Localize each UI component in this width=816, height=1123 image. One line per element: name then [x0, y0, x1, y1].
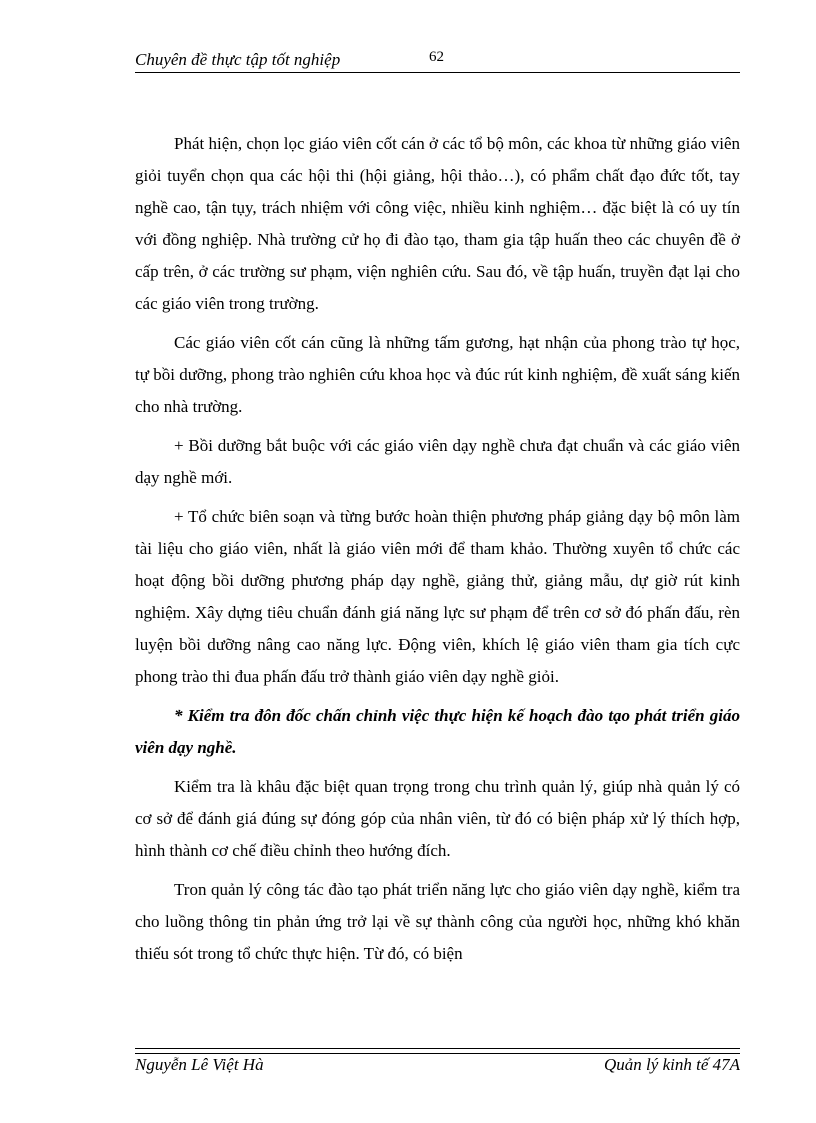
footer-author: Nguyễn Lê Việt Hà — [135, 1055, 264, 1074]
footer-class: Quản lý kinh tế 47A — [604, 1055, 740, 1074]
paragraph: Phát hiện, chọn lọc giáo viên cốt cán ở các tổ bộ môn, các khoa từ những giáo viên giỏi tuyển chọn qua các hội thi (hội giảng, hội thảo…), có phẩm chất đạo đức tốt, tay nghề cao, tận tụy, trách nhiệm với công việc, nhiều kinh nghiệm… đặc biệt là có uy tín với đồng nghiệp. Nhà trường cử họ đi đào tạo, tham gia tập huấn theo các chuyên đề ở cấp trên, ở các trường sư phạm, viện nghiên cứu. Sau đó, về tập huấn, truyền đạt lại cho các giáo viên trong trường. — [135, 134, 740, 313]
footer-divider — [135, 1048, 740, 1054]
paragraph: Tron quản lý công tác đào tạo phát triển năng lực cho giáo viên dạy nghề, kiểm tra cho luồng thông tin phản ứng trở lại về sự thành công của người học, những khó khăn thiếu sót trong tổ chức thực hiện. Từ đó, có biện — [135, 880, 740, 963]
page-number: 62 — [429, 49, 444, 65]
paragraph: + Bồi dưỡng bắt buộc với các giáo viên dạy nghề chưa đạt chuẩn và các giáo viên dạy nghề mới. — [135, 436, 740, 487]
body-text — [135, 128, 740, 977]
paragraph: + Tổ chức biên soạn và từng bước hoàn thiện phương pháp giảng dạy bộ môn làm tài liệu cho giáo viên, nhất là giáo viên mới để tham khảo. Thường xuyên tổ chức các hoạt động bồi dưỡng phương pháp dạy nghề, giảng thử, giảng mẫu, dự giờ rút kinh nghiệm. Xây dựng tiêu chuẩn đánh giá năng lực sư phạm để trên cơ sở đó phấn đấu, rèn luyện bồi dưỡng nâng cao năng lực. Động viên, khích lệ giáo viên tham gia tích cực phong trào thi đua phấn đấu trở thành giáo viên dạy nghề giỏi. — [135, 507, 740, 686]
page-header — [135, 48, 740, 73]
paragraph: Các giáo viên cốt cán cũng là những tấm gương, hạt nhận của phong trào tự học, tự bồi dưỡng, phong trào nghiên cứu khoa học và đúc rút kinh nghiệm, đề xuất sáng kiến cho nhà trường. — [135, 333, 740, 416]
header-title: Chuyên đề thực tập tốt nghiệp — [135, 50, 341, 69]
paragraph: Kiểm tra là khâu đặc biệt quan trọng trong chu trình quản lý, giúp nhà quản lý có cơ sở để đánh giá đúng sự đóng góp của nhân viên, từ đó có biện pháp xử lý thích hợp, hình thành cơ chế điều chỉnh theo hướng đích. — [135, 777, 740, 860]
section-heading: * Kiểm tra đôn đốc chấn chỉnh việc thực hiện kế hoạch đào tạo phát triển giáo viên dạy nghề. — [135, 706, 740, 757]
